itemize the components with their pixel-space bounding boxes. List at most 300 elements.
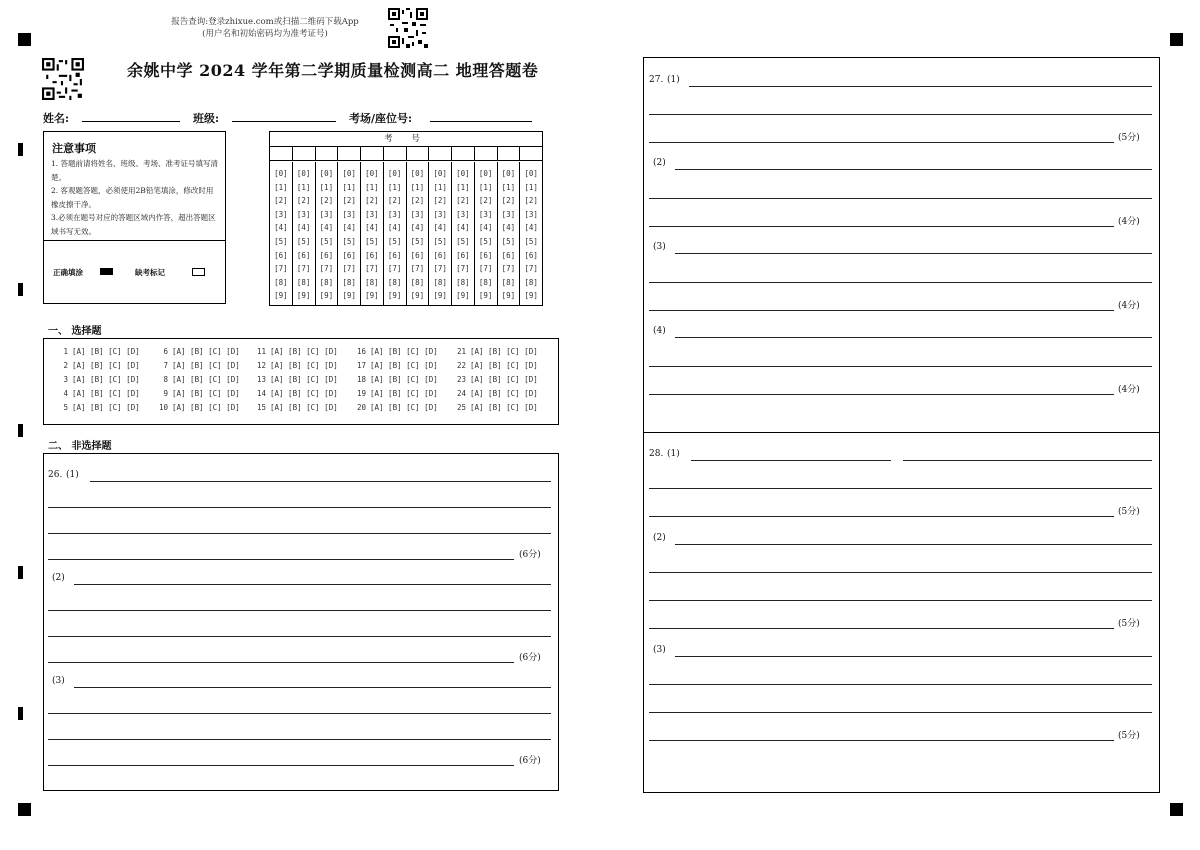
seat-label: 考场/座位号: bbox=[349, 112, 413, 125]
answer-line[interactable] bbox=[649, 572, 1152, 573]
exam-number-write-box[interactable] bbox=[475, 146, 498, 160]
digit-bubble[interactable]: [9] bbox=[319, 291, 334, 301]
choice-option-bubbles[interactable]: [A] [B] [C] [D] bbox=[72, 375, 140, 384]
answer-line[interactable] bbox=[689, 86, 1152, 87]
digit-bubble[interactable]: [4] bbox=[410, 223, 425, 233]
digit-bubble[interactable]: [5] bbox=[296, 236, 311, 246]
exam-number-write-box[interactable] bbox=[520, 146, 542, 160]
choice-question-number: 13 bbox=[256, 375, 266, 384]
timing-mark bbox=[18, 143, 23, 156]
answer-line[interactable] bbox=[675, 337, 1152, 338]
exam-number-column bbox=[452, 162, 475, 306]
q28-part3-score: (5分) bbox=[1118, 731, 1140, 741]
answer-line[interactable] bbox=[649, 282, 1152, 283]
digit-bubble[interactable]: [7] bbox=[433, 264, 447, 274]
choice-question-number: 9 bbox=[163, 389, 168, 398]
digit-bubble[interactable]: [6] bbox=[274, 250, 288, 260]
digit-bubble[interactable]: [4] bbox=[478, 223, 493, 233]
choice-option-bubbles[interactable]: [A] [B] [C] [D] bbox=[470, 347, 538, 356]
digit-bubble[interactable]: [3] bbox=[274, 209, 288, 219]
digit-bubble[interactable]: [8] bbox=[456, 277, 470, 287]
choice-question-row bbox=[154, 389, 240, 398]
answer-line[interactable] bbox=[649, 226, 1114, 227]
timing-mark bbox=[18, 283, 23, 296]
digit-bubble[interactable]: [6] bbox=[410, 250, 425, 260]
digit-bubble[interactable]: [2] bbox=[274, 196, 288, 206]
digit-bubble[interactable]: [7] bbox=[296, 264, 311, 274]
q27-part4-score: (4分) bbox=[1118, 385, 1140, 395]
digit-bubble[interactable]: [3] bbox=[342, 209, 356, 219]
digit-bubble[interactable]: [0] bbox=[342, 169, 356, 178]
choice-question-number: 22 bbox=[456, 361, 466, 370]
q28-part1-label: (1) bbox=[667, 449, 680, 459]
choice-question-number: 5 bbox=[63, 403, 68, 412]
choice-option-bubbles[interactable]: [A] [B] [C] [D] bbox=[470, 389, 538, 398]
digit-bubble[interactable]: [5] bbox=[410, 236, 425, 246]
choice-question-row bbox=[154, 361, 240, 370]
choice-question-number: 20 bbox=[356, 403, 366, 412]
digit-bubble[interactable]: [5] bbox=[501, 236, 516, 246]
answer-line[interactable] bbox=[649, 198, 1152, 199]
page-title: 余姚中学 2024 学年第二学期质量检测高二 地理答题卷 bbox=[127, 61, 539, 80]
answer-line[interactable] bbox=[48, 559, 514, 560]
digit-bubble[interactable]: [6] bbox=[501, 250, 516, 260]
choice-question-row bbox=[252, 389, 338, 398]
digit-bubble[interactable]: [9] bbox=[365, 291, 379, 301]
choice-option-bubbles[interactable]: [A] [B] [C] [D] bbox=[270, 403, 338, 412]
digit-bubble[interactable]: [0] bbox=[456, 169, 470, 178]
name-field[interactable] bbox=[82, 121, 180, 122]
digit-bubble[interactable]: [4] bbox=[319, 223, 334, 233]
choice-option-bubbles[interactable]: [A] [B] [C] [D] bbox=[172, 361, 240, 370]
choice-question-number: 8 bbox=[163, 375, 168, 384]
exam-number-column bbox=[338, 162, 361, 306]
q27-part1-score: (5分) bbox=[1118, 133, 1140, 143]
choice-question-number: 10 bbox=[158, 403, 168, 412]
choice-question-row bbox=[452, 361, 538, 370]
choice-option-bubbles[interactable]: [A] [B] [C] [D] bbox=[370, 347, 438, 356]
choice-question-number: 1 bbox=[63, 347, 68, 356]
digit-bubble[interactable]: [8] bbox=[365, 277, 379, 287]
answer-line[interactable] bbox=[48, 765, 514, 766]
digit-bubble[interactable]: [0] bbox=[410, 169, 425, 178]
choice-option-bubbles[interactable]: [A] [B] [C] [D] bbox=[270, 375, 338, 384]
registration-mark bbox=[1170, 33, 1183, 46]
digit-bubble[interactable]: [1] bbox=[524, 182, 538, 192]
q26-part2-score: (6分) bbox=[519, 653, 541, 663]
q28-answer-box bbox=[643, 432, 1160, 793]
exam-number-column bbox=[384, 162, 407, 306]
choice-question-number: 14 bbox=[256, 389, 266, 398]
answer-line[interactable] bbox=[903, 460, 1152, 461]
digit-bubble[interactable]: [8] bbox=[319, 277, 334, 287]
digit-bubble[interactable]: [7] bbox=[478, 264, 493, 274]
digit-bubble[interactable]: [1] bbox=[319, 182, 334, 192]
answer-line[interactable] bbox=[48, 533, 551, 534]
choice-option-bubbles[interactable]: [A] [B] [C] [D] bbox=[72, 389, 140, 398]
digit-bubble[interactable]: [0] bbox=[524, 169, 538, 178]
answer-line[interactable] bbox=[74, 687, 551, 688]
digit-bubble[interactable]: [5] bbox=[524, 236, 538, 246]
answer-line[interactable] bbox=[649, 366, 1152, 367]
digit-bubble[interactable]: [2] bbox=[524, 196, 538, 206]
digit-bubble[interactable]: [8] bbox=[387, 277, 402, 287]
q26-part2-label: (2) bbox=[52, 573, 65, 583]
digit-bubble[interactable]: [7] bbox=[387, 264, 402, 274]
choice-answer-box bbox=[43, 338, 559, 425]
digit-bubble[interactable]: [3] bbox=[478, 209, 493, 219]
digit-bubble[interactable]: [6] bbox=[319, 250, 334, 260]
choice-question-row bbox=[352, 403, 438, 412]
digit-bubble[interactable]: [1] bbox=[365, 182, 379, 192]
digit-bubble[interactable]: [2] bbox=[478, 196, 493, 206]
choice-question-row bbox=[352, 361, 438, 370]
digit-bubble[interactable]: [9] bbox=[274, 291, 288, 301]
choice-question-row bbox=[252, 403, 338, 412]
q28-part1-score: (5分) bbox=[1118, 507, 1140, 517]
digit-bubble[interactable]: [7] bbox=[342, 264, 356, 274]
answer-line[interactable] bbox=[48, 610, 551, 611]
choice-question-number: 4 bbox=[63, 389, 68, 398]
digit-bubble[interactable]: [1] bbox=[387, 182, 402, 192]
exam-number-column bbox=[475, 162, 498, 306]
digit-bubble[interactable]: [0] bbox=[274, 169, 288, 178]
digit-bubble[interactable]: [7] bbox=[501, 264, 516, 274]
digit-bubble[interactable]: [1] bbox=[456, 182, 470, 192]
answer-line[interactable] bbox=[48, 713, 551, 714]
digit-bubble[interactable]: [5] bbox=[433, 236, 447, 246]
digit-bubble[interactable]: [4] bbox=[524, 223, 538, 233]
digit-bubble[interactable]: [2] bbox=[387, 196, 402, 206]
choice-question-number: 3 bbox=[63, 375, 68, 384]
digit-bubble[interactable]: [1] bbox=[478, 182, 493, 192]
digit-bubble[interactable]: [9] bbox=[524, 291, 538, 301]
choice-option-bubbles[interactable]: [A] [B] [C] [D] bbox=[470, 403, 538, 412]
digit-bubble[interactable]: [4] bbox=[501, 223, 516, 233]
digit-bubble[interactable]: [0] bbox=[478, 169, 493, 178]
choice-question-row bbox=[452, 389, 538, 398]
choice-question-row bbox=[54, 375, 140, 384]
digit-bubble[interactable]: [9] bbox=[296, 291, 311, 301]
digit-bubble[interactable]: [9] bbox=[501, 291, 516, 301]
choice-question-number: 25 bbox=[456, 403, 466, 412]
digit-bubble[interactable]: [3] bbox=[410, 209, 425, 219]
answer-line[interactable] bbox=[649, 142, 1114, 143]
digit-bubble[interactable]: [1] bbox=[433, 182, 447, 192]
choice-question-number: 24 bbox=[456, 389, 466, 398]
q26-part3-label: (3) bbox=[52, 676, 65, 686]
registration-mark bbox=[1170, 803, 1183, 816]
report-query-line1: 报告查询:登录zhixue.com或扫描二维码下载App bbox=[171, 17, 359, 27]
choice-question-number: 17 bbox=[356, 361, 366, 370]
divider bbox=[44, 240, 225, 241]
digit-bubble[interactable]: [8] bbox=[501, 277, 516, 287]
choice-option-bubbles[interactable]: [A] [B] [C] [D] bbox=[172, 403, 240, 412]
digit-bubble[interactable]: [0] bbox=[319, 169, 334, 178]
digit-bubble[interactable]: [3] bbox=[387, 209, 402, 219]
digit-bubble[interactable]: [9] bbox=[478, 291, 493, 301]
answer-line[interactable] bbox=[649, 114, 1152, 115]
digit-bubble[interactable]: [6] bbox=[387, 250, 402, 260]
choice-option-bubbles[interactable]: [A] [B] [C] [D] bbox=[470, 375, 538, 384]
choice-option-bubbles[interactable]: [A] [B] [C] [D] bbox=[470, 361, 538, 370]
digit-bubble[interactable]: [7] bbox=[456, 264, 470, 274]
absent-mark-box[interactable] bbox=[192, 268, 205, 276]
digit-bubble[interactable]: [0] bbox=[501, 169, 516, 178]
q28-part2-score: (5分) bbox=[1118, 619, 1140, 629]
q27-part2-score: (4分) bbox=[1118, 217, 1140, 227]
answer-line[interactable] bbox=[48, 662, 514, 663]
digit-bubble[interactable]: [8] bbox=[342, 277, 356, 287]
digit-bubble[interactable]: [9] bbox=[433, 291, 447, 301]
digit-bubble[interactable]: [1] bbox=[410, 182, 425, 192]
digit-bubble[interactable]: [3] bbox=[365, 209, 379, 219]
choice-question-number: 12 bbox=[256, 361, 266, 370]
digit-bubble[interactable]: [5] bbox=[274, 236, 288, 246]
digit-bubble[interactable]: [6] bbox=[478, 250, 493, 260]
exam-number-column bbox=[293, 162, 316, 306]
class-label: 班级: bbox=[193, 112, 220, 125]
answer-line[interactable] bbox=[649, 684, 1152, 685]
digit-bubble[interactable]: [6] bbox=[365, 250, 379, 260]
digit-bubble[interactable]: [3] bbox=[433, 209, 447, 219]
choice-option-bubbles[interactable]: [A] [B] [C] [D] bbox=[370, 403, 438, 412]
digit-bubble[interactable]: [7] bbox=[524, 264, 538, 274]
answer-line[interactable] bbox=[649, 628, 1114, 629]
q27-part1-label: (1) bbox=[667, 75, 680, 85]
exam-number-write-box[interactable] bbox=[338, 146, 361, 160]
exam-number-write-box[interactable] bbox=[498, 146, 521, 160]
digit-bubble[interactable]: [2] bbox=[410, 196, 425, 206]
digit-bubble[interactable]: [8] bbox=[296, 277, 311, 287]
digit-bubble[interactable]: [1] bbox=[274, 182, 288, 192]
choice-question-row bbox=[154, 375, 240, 384]
choice-option-bubbles[interactable]: [A] [B] [C] [D] bbox=[72, 403, 140, 412]
exam-number-write-box[interactable] bbox=[316, 146, 339, 160]
choice-question-row bbox=[352, 347, 438, 356]
notice-item: 3.必须在题号对应的答题区域内作答，超出答题区域书写无效。 bbox=[51, 213, 216, 236]
choice-question-row bbox=[452, 403, 538, 412]
digit-bubble[interactable]: [9] bbox=[387, 291, 402, 301]
q26-number: 26. bbox=[48, 470, 63, 480]
report-query-note bbox=[160, 16, 370, 40]
exam-number-write-box[interactable] bbox=[293, 146, 316, 160]
digit-bubble[interactable]: [0] bbox=[433, 169, 447, 178]
answer-line[interactable] bbox=[48, 739, 551, 740]
choice-option-bubbles[interactable]: [A] [B] [C] [D] bbox=[172, 347, 240, 356]
q26-part1-label: (1) bbox=[66, 470, 79, 480]
digit-bubble[interactable]: [9] bbox=[342, 291, 356, 301]
digit-bubble[interactable]: [5] bbox=[319, 236, 334, 246]
seat-field[interactable] bbox=[430, 121, 532, 122]
answer-line[interactable] bbox=[48, 507, 551, 508]
digit-bubble[interactable]: [2] bbox=[456, 196, 470, 206]
digit-bubble[interactable]: [6] bbox=[296, 250, 311, 260]
absent-label: 缺考标记 bbox=[135, 268, 165, 277]
exam-number-grid bbox=[269, 131, 543, 306]
answer-line[interactable] bbox=[649, 712, 1152, 713]
registration-mark bbox=[18, 803, 31, 816]
digit-bubble[interactable]: [5] bbox=[478, 236, 493, 246]
exam-number-write-box[interactable] bbox=[384, 146, 407, 160]
choice-question-number: 23 bbox=[456, 375, 466, 384]
digit-bubble[interactable]: [8] bbox=[410, 277, 425, 287]
choice-question-row bbox=[452, 347, 538, 356]
q28-part2-label: (2) bbox=[653, 533, 666, 543]
digit-bubble[interactable]: [8] bbox=[524, 277, 538, 287]
choice-question-number: 15 bbox=[256, 403, 266, 412]
answer-line[interactable] bbox=[649, 488, 1152, 489]
answer-line[interactable] bbox=[90, 481, 551, 482]
choice-question-row bbox=[54, 361, 140, 370]
exam-number-header: 考 号 bbox=[270, 132, 542, 147]
digit-bubble[interactable]: [1] bbox=[296, 182, 311, 192]
digit-bubble[interactable]: [5] bbox=[365, 236, 379, 246]
answer-line[interactable] bbox=[649, 600, 1152, 601]
digit-bubble[interactable]: [4] bbox=[296, 223, 311, 233]
answer-line[interactable] bbox=[649, 516, 1114, 517]
digit-bubble[interactable]: [8] bbox=[433, 277, 447, 287]
digit-bubble[interactable]: [2] bbox=[365, 196, 379, 206]
exam-number-write-box[interactable] bbox=[361, 146, 384, 160]
notice-box bbox=[43, 131, 226, 304]
digit-bubble[interactable]: [3] bbox=[456, 209, 470, 219]
answer-line[interactable] bbox=[649, 394, 1114, 395]
qr-code-icon bbox=[388, 8, 428, 48]
section2-title: 二、 非选择题 bbox=[48, 441, 112, 452]
q27-number: 27. bbox=[649, 75, 664, 85]
choice-question-row bbox=[54, 389, 140, 398]
choice-option-bubbles[interactable]: [A] [B] [C] [D] bbox=[270, 389, 338, 398]
digit-bubble[interactable]: [4] bbox=[433, 223, 447, 233]
choice-option-bubbles[interactable]: [A] [B] [C] [D] bbox=[72, 347, 140, 356]
digit-bubble[interactable]: [7] bbox=[410, 264, 425, 274]
digit-bubble[interactable]: [5] bbox=[387, 236, 402, 246]
digit-bubble[interactable]: [4] bbox=[342, 223, 356, 233]
exam-number-write-box[interactable] bbox=[270, 146, 293, 160]
section1-title: 一、 选择题 bbox=[48, 326, 102, 337]
choice-option-bubbles[interactable]: [A] [B] [C] [D] bbox=[270, 347, 338, 356]
choice-option-bubbles[interactable]: [A] [B] [C] [D] bbox=[370, 361, 438, 370]
answer-line[interactable] bbox=[675, 656, 1152, 657]
digit-bubble[interactable]: [1] bbox=[501, 182, 516, 192]
choice-question-number: 21 bbox=[456, 347, 466, 356]
digit-bubble[interactable]: [7] bbox=[365, 264, 379, 274]
choice-option-bubbles[interactable]: [A] [B] [C] [D] bbox=[172, 389, 240, 398]
digit-bubble[interactable]: [8] bbox=[274, 277, 288, 287]
digit-bubble[interactable]: [7] bbox=[274, 264, 288, 274]
answer-line[interactable] bbox=[675, 544, 1152, 545]
digit-bubble[interactable]: [3] bbox=[501, 209, 516, 219]
choice-option-bubbles[interactable]: [A] [B] [C] [D] bbox=[270, 361, 338, 370]
answer-line[interactable] bbox=[675, 253, 1152, 254]
choice-question-row bbox=[154, 403, 240, 412]
digit-bubble[interactable]: [2] bbox=[433, 196, 447, 206]
q28-number: 28. bbox=[649, 449, 664, 459]
choice-question-row bbox=[54, 347, 140, 356]
choice-question-row bbox=[352, 389, 438, 398]
digit-bubble[interactable]: [1] bbox=[342, 182, 356, 192]
q27-part3-score: (4分) bbox=[1118, 301, 1140, 311]
exam-number-column bbox=[498, 162, 521, 306]
exam-number-write-box[interactable] bbox=[452, 146, 475, 160]
digit-bubble[interactable]: [3] bbox=[319, 209, 334, 219]
choice-option-bubbles[interactable]: [A] [B] [C] [D] bbox=[72, 361, 140, 370]
digit-bubble[interactable]: [4] bbox=[365, 223, 379, 233]
choice-option-bubbles[interactable]: [A] [B] [C] [D] bbox=[172, 375, 240, 384]
correct-fill-label: 正确填涂 bbox=[53, 268, 83, 277]
exam-number-write-row bbox=[270, 146, 542, 161]
qr-code-icon bbox=[42, 58, 84, 100]
exam-number-write-box[interactable] bbox=[407, 146, 430, 160]
digit-bubble[interactable]: [5] bbox=[342, 236, 356, 246]
digit-bubble[interactable]: [3] bbox=[296, 209, 311, 219]
digit-bubble[interactable]: [4] bbox=[274, 223, 288, 233]
choice-question-row bbox=[252, 347, 338, 356]
digit-bubble[interactable]: [6] bbox=[524, 250, 538, 260]
digit-bubble[interactable]: [0] bbox=[365, 169, 379, 178]
q27-part2-label: (2) bbox=[653, 158, 666, 168]
q26-answer-box bbox=[43, 453, 559, 791]
digit-bubble[interactable]: [2] bbox=[296, 196, 311, 206]
digit-bubble[interactable]: [6] bbox=[456, 250, 470, 260]
digit-bubble[interactable]: [5] bbox=[456, 236, 470, 246]
answer-line[interactable] bbox=[48, 636, 551, 637]
answer-line[interactable] bbox=[649, 740, 1114, 741]
choice-question-row bbox=[352, 375, 438, 384]
digit-bubble[interactable]: [4] bbox=[456, 223, 470, 233]
digit-bubble[interactable]: [0] bbox=[296, 169, 311, 178]
digit-bubble[interactable]: [2] bbox=[342, 196, 356, 206]
answer-line[interactable] bbox=[691, 460, 891, 461]
name-label: 姓名: bbox=[43, 112, 70, 125]
digit-bubble[interactable]: [6] bbox=[433, 250, 447, 260]
choice-option-bubbles[interactable]: [A] [B] [C] [D] bbox=[370, 389, 438, 398]
digit-bubble[interactable]: [7] bbox=[319, 264, 334, 274]
q27-part4-label: (4) bbox=[653, 326, 666, 336]
choice-question-row bbox=[252, 361, 338, 370]
q27-part3-label: (3) bbox=[653, 242, 666, 252]
class-field[interactable] bbox=[232, 121, 336, 122]
notice-item: 2. 客观题答题，必须使用2B铅笔填涂，修改时用橡皮擦干净。 bbox=[51, 186, 214, 209]
digit-bubble[interactable]: [2] bbox=[319, 196, 334, 206]
report-query-line2: (用户名和初始密码均为准考证号) bbox=[202, 29, 328, 39]
digit-bubble[interactable]: [4] bbox=[387, 223, 402, 233]
exam-number-write-box[interactable] bbox=[429, 146, 452, 160]
registration-mark bbox=[18, 33, 31, 46]
exam-number-column bbox=[361, 162, 384, 306]
answer-line[interactable] bbox=[649, 310, 1114, 311]
choice-question-number: 11 bbox=[256, 347, 266, 356]
choice-question-row bbox=[54, 403, 140, 412]
digit-bubble[interactable]: [2] bbox=[501, 196, 516, 206]
choice-question-number: 6 bbox=[163, 347, 168, 356]
timing-mark bbox=[18, 566, 23, 579]
digit-bubble[interactable]: [3] bbox=[524, 209, 538, 219]
digit-bubble[interactable]: [8] bbox=[478, 277, 493, 287]
digit-bubble[interactable]: [6] bbox=[342, 250, 356, 260]
digit-bubble[interactable]: [9] bbox=[410, 291, 425, 301]
timing-mark bbox=[18, 424, 23, 437]
choice-question-number: 2 bbox=[63, 361, 68, 370]
exam-number-column bbox=[316, 162, 339, 306]
choice-option-bubbles[interactable]: [A] [B] [C] [D] bbox=[370, 375, 438, 384]
answer-line[interactable] bbox=[675, 169, 1152, 170]
answer-line[interactable] bbox=[74, 584, 551, 585]
digit-bubble[interactable]: [0] bbox=[387, 169, 402, 178]
notice-item: 1. 答题前请将姓名、班级、考场、准考证号填写清楚。 bbox=[51, 159, 219, 182]
digit-bubble[interactable]: [9] bbox=[456, 291, 470, 301]
